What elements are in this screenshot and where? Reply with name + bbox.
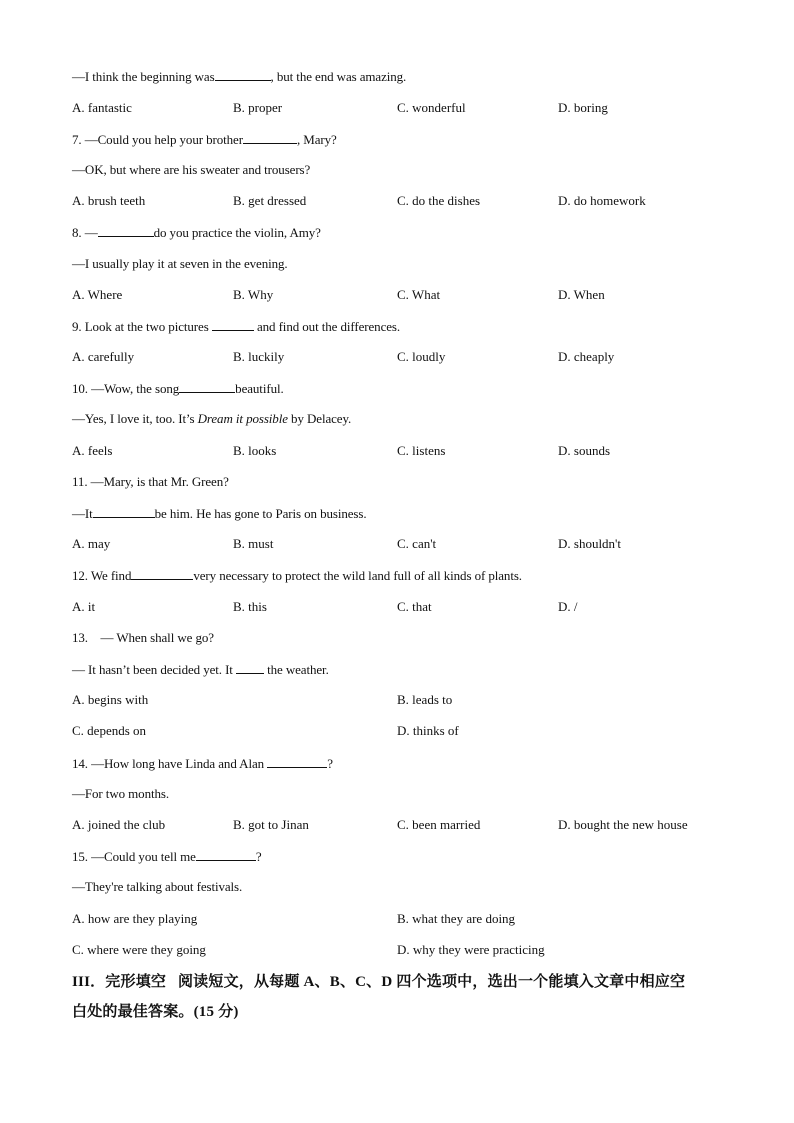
answer-blank xyxy=(196,848,256,861)
q8-reply: —I usually play it at seven in the evening. xyxy=(72,256,288,271)
q12-stem xyxy=(72,567,522,584)
q7-stem xyxy=(72,131,337,148)
q15-stem xyxy=(72,848,262,865)
answer-blank xyxy=(131,567,193,580)
q6-option-d: D. boring xyxy=(558,100,608,115)
answer-blank xyxy=(212,318,254,331)
q9-option-c: C. loudly xyxy=(397,349,446,364)
q11-reply-text-a: —It xyxy=(72,506,93,521)
answer-blank xyxy=(179,380,235,393)
q11-reply-text-b: be him. He has gone to Paris on business. xyxy=(154,506,367,521)
q8-option-c: C. What xyxy=(397,287,441,302)
q15-stem-text-b: ? xyxy=(255,849,262,864)
q7-stem-text-a: 7. —Could you help your brother xyxy=(72,132,243,147)
q15-option-c: C. where were they going xyxy=(72,942,206,957)
answer-blank xyxy=(236,661,264,674)
q6-reply-text-a: —I think the beginning was xyxy=(72,69,215,84)
q14-stem xyxy=(72,755,333,772)
q13-option-c: C. depends on xyxy=(72,723,147,738)
q10-stem xyxy=(72,380,284,397)
section-3-heading-line-2: 白处的最佳答案。(15 分) xyxy=(72,1004,239,1020)
q10-stem-text-b: beautiful. xyxy=(235,381,284,396)
q7-option-b: B. get dressed xyxy=(233,193,307,208)
q9-option-b: B. luckily xyxy=(233,349,285,364)
q13-option-b: B. leads to xyxy=(397,692,453,707)
section-3-heading-line-1: III．完形填空 阅读短文，从每题 A、B、C、D 四个选项中，选出一个能填入文章中相应空 xyxy=(72,974,686,990)
q11-stem: 11. —Mary, is that Mr. Green? xyxy=(72,474,229,489)
q15-option-a: A. how are they playing xyxy=(72,911,198,926)
answer-blank xyxy=(243,131,297,144)
q10-option-c: C. listens xyxy=(397,443,446,458)
q6-option-a: A. fantastic xyxy=(72,100,132,115)
q11-option-b: B. must xyxy=(233,536,274,551)
q8-option-a: A. Where xyxy=(72,287,123,302)
q13-reply-text-b: the weather. xyxy=(263,662,329,677)
q13-stem: 13. — When shall we go? xyxy=(72,630,214,645)
answer-blank xyxy=(267,755,327,768)
q10-option-b: B. looks xyxy=(233,443,277,458)
q11-option-d: D. shouldn't xyxy=(558,536,622,551)
q6-option-c: C. wonderful xyxy=(397,100,466,115)
q10-reply-text-a: —Yes, I love it, too. It’s xyxy=(72,411,198,426)
q13-reply-text-a: — It hasn’t been decided yet. It xyxy=(72,662,236,677)
q15-option-d: D. why they were practicing xyxy=(397,942,545,957)
q12-stem-text-b: very necessary to protect the wild land full of all kinds of plants. xyxy=(193,568,522,583)
q10-reply xyxy=(72,411,351,427)
q9-stem-text-b: and find out the differences. xyxy=(253,319,401,334)
answer-blank xyxy=(215,68,271,81)
q15-stem-text-a: 15. —Could you tell me xyxy=(72,849,196,864)
q8-option-b: B. Why xyxy=(233,287,274,302)
q9-option-d: D. cheaply xyxy=(558,349,615,364)
q12-option-b: B. this xyxy=(233,599,267,614)
q9-option-a: A. carefully xyxy=(72,349,135,364)
q14-reply: —For two months. xyxy=(72,786,169,801)
q7-option-a: A. brush teeth xyxy=(72,193,146,208)
q7-option-d: D. do homework xyxy=(558,193,646,208)
q13-option-d: D. thinks of xyxy=(397,723,459,738)
answer-blank xyxy=(98,224,154,237)
q9-stem-text-a: 9. Look at the two pictures xyxy=(72,319,212,334)
q8-stem-text-a: 8. — xyxy=(72,225,98,240)
q11-reply xyxy=(72,505,366,522)
q14-option-b: B. got to Jinan xyxy=(233,817,309,832)
q7-option-c: C. do the dishes xyxy=(397,193,481,208)
q13-option-a: A. begins with xyxy=(72,692,149,707)
q10-option-a: A. feels xyxy=(72,443,113,458)
q14-option-d: D. bought the new house xyxy=(558,817,688,832)
q6-reply xyxy=(72,68,406,85)
answer-blank xyxy=(93,505,155,518)
q15-reply: —They're talking about festivals. xyxy=(72,879,243,894)
q6-option-b: B. proper xyxy=(233,100,283,115)
q8-stem xyxy=(72,224,321,241)
q14-stem-text-a: 14. —How long have Linda and Alan xyxy=(72,756,268,771)
q14-option-a: A. joined the club xyxy=(72,817,166,832)
q10-option-d: D. sounds xyxy=(558,443,611,458)
q12-option-d: D. / xyxy=(558,599,578,614)
q14-option-c: C. been married xyxy=(397,817,481,832)
q14-stem-text-b: ? xyxy=(327,756,333,771)
q8-option-d: D. When xyxy=(558,287,605,302)
q7-stem-text-b: , Mary? xyxy=(296,132,337,147)
q8-stem-text-b: do you practice the violin, Amy? xyxy=(153,225,321,240)
q10-stem-text-a: 10. —Wow, the song xyxy=(72,381,180,396)
q12-stem-text-a: 12. We find xyxy=(72,568,132,583)
q12-option-c: C. that xyxy=(397,599,432,614)
q9-stem xyxy=(72,318,400,335)
q13-reply xyxy=(72,661,329,678)
song-title: Dream it possible xyxy=(197,411,288,426)
q12-option-a: A. it xyxy=(72,599,96,614)
q15-option-b: B. what they are doing xyxy=(397,911,516,926)
q10-reply-text-b: by Delacey. xyxy=(287,411,352,426)
q11-option-c: C. can't xyxy=(397,536,437,551)
q11-option-a: A. may xyxy=(72,536,111,551)
q7-reply: —OK, but where are his sweater and trousers? xyxy=(72,162,311,177)
q6-reply-text-b: , but the end was amazing. xyxy=(270,69,407,84)
